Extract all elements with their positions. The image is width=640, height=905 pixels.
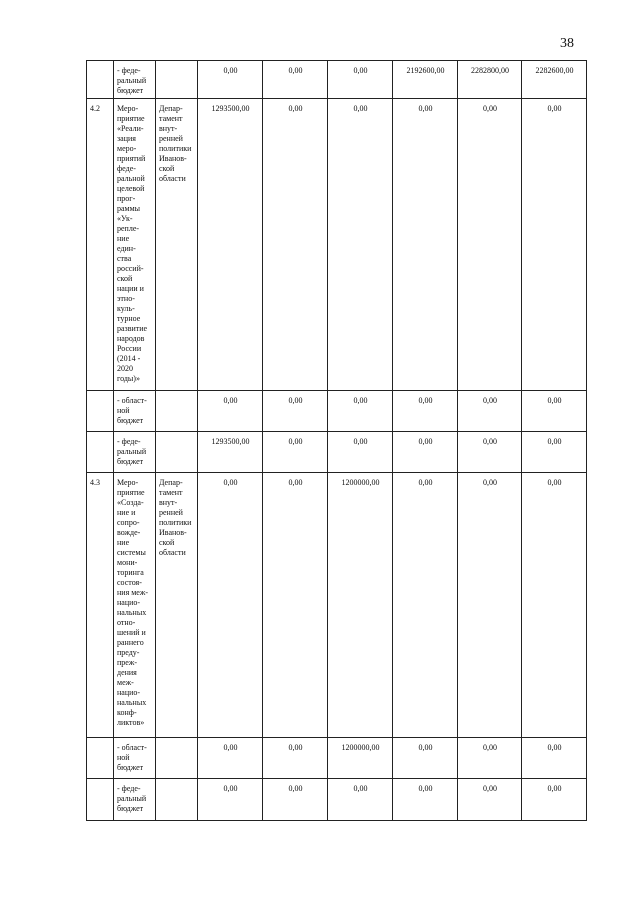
budget-table bbox=[86, 60, 587, 821]
value-cell: 1293500,00 bbox=[198, 432, 263, 473]
activity-name-cell: - област- ной бюджет bbox=[114, 391, 156, 432]
value-cell: 0,00 bbox=[328, 391, 393, 432]
value-cell: 1293500,00 bbox=[198, 99, 263, 391]
row-id-cell bbox=[87, 61, 114, 99]
value-cell: 1200000,00 bbox=[328, 738, 393, 779]
value-cell: 0,00 bbox=[198, 473, 263, 738]
department-cell: Депар- тамент внут- ренней политики Иванов- ской области bbox=[156, 99, 198, 391]
value-cell: 2192600,00 bbox=[393, 61, 458, 99]
table-row bbox=[87, 432, 587, 473]
row-id-cell bbox=[87, 391, 114, 432]
activity-name-cell: - феде- ральный бюджет bbox=[114, 779, 156, 821]
value-cell: 0,00 bbox=[458, 432, 522, 473]
row-id-cell: 4.2 bbox=[87, 99, 114, 391]
activity-name-cell: - феде- ральный бюджет bbox=[114, 61, 156, 99]
value-cell: 0,00 bbox=[263, 432, 328, 473]
value-cell: 0,00 bbox=[522, 779, 587, 821]
value-cell: 2282800,00 bbox=[458, 61, 522, 99]
value-cell: 0,00 bbox=[263, 391, 328, 432]
value-cell: 0,00 bbox=[458, 473, 522, 738]
table-row bbox=[87, 99, 587, 391]
department-cell: Депар- тамент внут- ренней политики Иванов- ской области bbox=[156, 473, 198, 738]
value-cell: 0,00 bbox=[263, 473, 328, 738]
value-cell: 0,00 bbox=[328, 99, 393, 391]
value-cell: 0,00 bbox=[522, 99, 587, 391]
value-cell: 0,00 bbox=[198, 738, 263, 779]
value-cell: 0,00 bbox=[263, 738, 328, 779]
value-cell: 0,00 bbox=[458, 391, 522, 432]
value-cell: 0,00 bbox=[522, 738, 587, 779]
activity-name-cell: - феде- ральный бюджет bbox=[114, 432, 156, 473]
value-cell: 0,00 bbox=[393, 473, 458, 738]
value-cell: 0,00 bbox=[328, 432, 393, 473]
value-cell: 1200000,00 bbox=[328, 473, 393, 738]
value-cell: 0,00 bbox=[263, 61, 328, 99]
department-cell bbox=[156, 61, 198, 99]
value-cell: 0,00 bbox=[522, 432, 587, 473]
activity-name-cell: - област- ной бюджет bbox=[114, 738, 156, 779]
value-cell: 0,00 bbox=[198, 391, 263, 432]
value-cell: 0,00 bbox=[263, 779, 328, 821]
value-cell: 0,00 bbox=[458, 738, 522, 779]
table-row bbox=[87, 473, 587, 738]
row-id-cell bbox=[87, 738, 114, 779]
value-cell: 0,00 bbox=[198, 779, 263, 821]
row-id-cell bbox=[87, 432, 114, 473]
table-row bbox=[87, 391, 587, 432]
activity-name-cell: Меро- приятие «Созда- ние и сопро- вожде- ние системы мони- торинга состоя- ния меж- нацио- нальных отно- шений и раннего преду- преж- дения меж- нацио- нальных конф- ликтов» bbox=[114, 473, 156, 738]
department-cell bbox=[156, 779, 198, 821]
table-row bbox=[87, 738, 587, 779]
value-cell: 0,00 bbox=[393, 779, 458, 821]
value-cell: 0,00 bbox=[393, 99, 458, 391]
value-cell: 0,00 bbox=[328, 61, 393, 99]
value-cell: 0,00 bbox=[458, 779, 522, 821]
value-cell: 0,00 bbox=[522, 473, 587, 738]
value-cell: 0,00 bbox=[198, 61, 263, 99]
activity-name-cell: Меро- приятие «Реали- зация меро- приятий феде- ральной целевой прог- раммы «Ук- репле- ние един- ства россий- ской нации и этно- куль- турное развитие народов России (2014 - 2020 годы)» bbox=[114, 99, 156, 391]
value-cell: 2282600,00 bbox=[522, 61, 587, 99]
department-cell bbox=[156, 432, 198, 473]
value-cell: 0,00 bbox=[522, 391, 587, 432]
value-cell: 0,00 bbox=[393, 738, 458, 779]
value-cell: 0,00 bbox=[263, 99, 328, 391]
table-row bbox=[87, 61, 587, 99]
page-number: 38 bbox=[560, 36, 574, 51]
department-cell bbox=[156, 391, 198, 432]
department-cell bbox=[156, 738, 198, 779]
table-row bbox=[87, 779, 587, 821]
value-cell: 0,00 bbox=[393, 432, 458, 473]
value-cell: 0,00 bbox=[393, 391, 458, 432]
value-cell: 0,00 bbox=[328, 779, 393, 821]
value-cell: 0,00 bbox=[458, 99, 522, 391]
row-id-cell: 4.3 bbox=[87, 473, 114, 738]
row-id-cell bbox=[87, 779, 114, 821]
